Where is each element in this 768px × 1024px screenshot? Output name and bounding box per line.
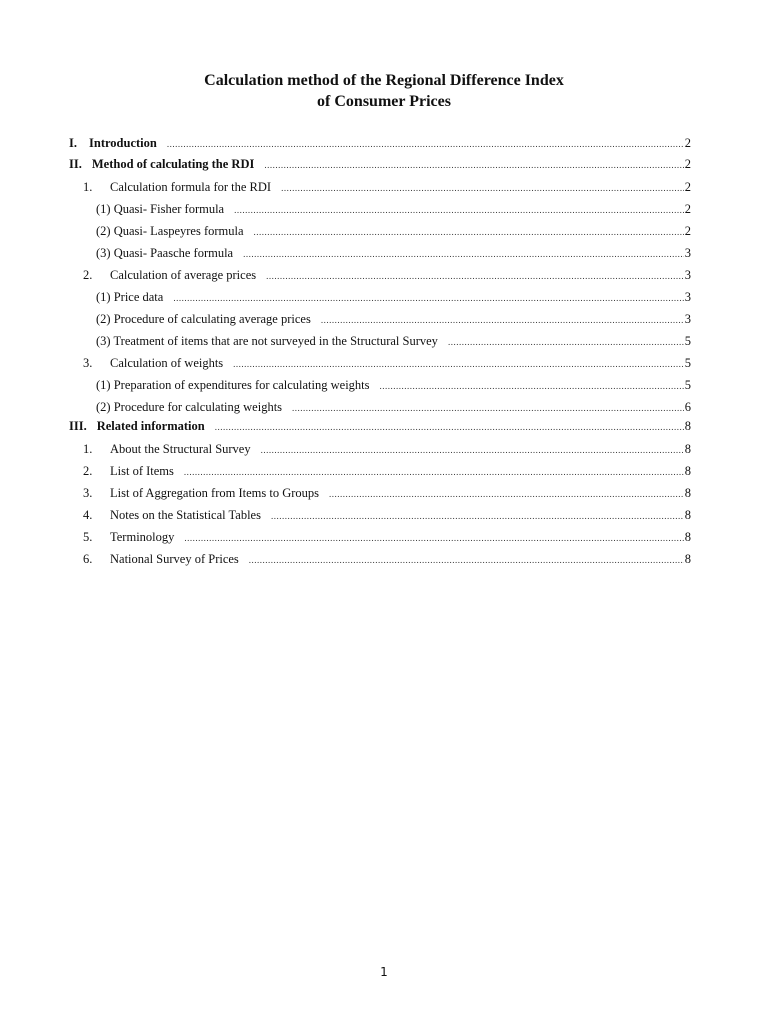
toc-entry-page: 8 bbox=[684, 464, 691, 478]
title-line-2: of Consumer Prices bbox=[317, 93, 451, 110]
toc-entry-page: 8 bbox=[684, 552, 691, 566]
toc-dot-leader bbox=[173, 289, 683, 307]
toc-entry-label: Related information bbox=[96, 419, 205, 433]
toc-entry-page: 5 bbox=[684, 378, 691, 392]
toc-entry-page: 8 bbox=[684, 442, 691, 456]
toc-dot-leader bbox=[184, 529, 683, 547]
toc-entry-number: 1. bbox=[83, 442, 93, 456]
title-line-1: Calculation method of the Regional Difference Index bbox=[204, 72, 564, 89]
toc-dot-leader bbox=[254, 223, 684, 241]
toc-entry-label: (2) Quasi- Laspeyres formula bbox=[96, 224, 244, 238]
toc-entry-page: 5 bbox=[684, 334, 691, 348]
toc-entry-page: 3 bbox=[684, 268, 691, 282]
toc-entry-number: 2. bbox=[83, 464, 93, 478]
toc-dot-leader bbox=[249, 551, 684, 569]
toc-dot-leader bbox=[321, 311, 684, 329]
toc-entry-page: 8 bbox=[684, 508, 691, 522]
toc-dot-leader bbox=[281, 179, 684, 197]
toc-entry-page: 3 bbox=[684, 246, 691, 260]
toc-dot-leader bbox=[184, 463, 684, 481]
toc-entry-terminology[interactable] bbox=[83, 528, 691, 546]
toc-entry-label: Calculation of average prices bbox=[110, 268, 257, 282]
toc-entry-structural-survey[interactable] bbox=[83, 440, 691, 458]
toc-entry-label: Calculation formula for the RDI bbox=[110, 180, 272, 194]
toc-entry-label: Method of calculating the RDI bbox=[91, 157, 255, 171]
toc-dot-leader bbox=[380, 377, 684, 395]
toc-entry-introduction[interactable] bbox=[69, 134, 691, 152]
toc-entry-page: 5 bbox=[684, 356, 691, 370]
toc-entry-list-of-items[interactable] bbox=[83, 462, 691, 480]
toc-entry-label: (3) Treatment of items that are not surveyed in the Structural Survey bbox=[96, 334, 438, 348]
toc-entry-label: Calculation of weights bbox=[110, 356, 224, 370]
toc-entry-preparation-expenditures[interactable] bbox=[96, 376, 691, 394]
toc-entry-page: 3 bbox=[684, 290, 691, 304]
toc-entry-number: 2. bbox=[83, 268, 93, 282]
toc-entry-label: About the Structural Survey bbox=[110, 442, 251, 456]
toc-dot-leader bbox=[448, 333, 684, 351]
toc-entry-number: II. bbox=[69, 157, 82, 171]
toc-entry-page: 2 bbox=[684, 202, 691, 216]
toc-entry-label: Introduction bbox=[89, 136, 157, 150]
toc-dot-leader bbox=[271, 507, 684, 525]
toc-entry-quasi-laspeyres[interactable] bbox=[96, 222, 691, 240]
toc-entry-number: 5. bbox=[83, 530, 93, 544]
toc-entry-number: 3. bbox=[83, 486, 93, 500]
toc-entry-number: 4. bbox=[83, 508, 93, 522]
toc-entry-label: List of Items bbox=[110, 464, 174, 478]
toc-entry-label: (1) Quasi- Fisher formula bbox=[96, 202, 225, 216]
toc-dot-leader bbox=[243, 245, 684, 263]
toc-dot-leader bbox=[266, 267, 684, 285]
toc-dot-leader bbox=[215, 418, 684, 436]
toc-entry-page: 3 bbox=[684, 312, 691, 326]
toc-entry-label: Terminology bbox=[110, 530, 175, 544]
toc-entry-page: 6 bbox=[684, 400, 691, 414]
toc-entry-label: List of Aggregation from Items to Groups bbox=[110, 486, 319, 500]
toc-dot-leader bbox=[261, 441, 684, 459]
toc-entry-page: 2 bbox=[684, 136, 691, 150]
toc-entry-calculation-weights[interactable] bbox=[83, 354, 691, 372]
toc-entry-page: 2 bbox=[684, 180, 691, 194]
toc-entry-number: 6. bbox=[83, 552, 93, 566]
toc-entry-procedure-weights[interactable] bbox=[96, 398, 691, 416]
toc-entry-treatment-items[interactable] bbox=[96, 332, 691, 350]
toc-entry-average-prices[interactable] bbox=[83, 266, 691, 284]
toc-entry-page: 8 bbox=[684, 419, 691, 433]
toc-dot-leader bbox=[233, 355, 684, 373]
toc-dot-leader bbox=[329, 485, 684, 503]
toc-entry-page: 8 bbox=[684, 530, 691, 544]
toc-entry-label: Notes on the Statistical Tables bbox=[110, 508, 261, 522]
toc-dot-leader bbox=[292, 399, 684, 417]
toc-entry-price-data[interactable] bbox=[96, 288, 691, 306]
toc-entry-procedure-average-prices[interactable] bbox=[96, 310, 691, 328]
toc-dot-leader bbox=[167, 135, 684, 153]
toc-entry-number: 1. bbox=[83, 180, 93, 194]
toc-entry-page: 8 bbox=[684, 486, 691, 500]
toc-entry-label: National Survey of Prices bbox=[110, 552, 239, 566]
toc-entry-list-of-aggregation[interactable] bbox=[83, 484, 691, 502]
toc-dot-leader bbox=[264, 156, 683, 174]
toc-entry-label: (1) Price data bbox=[96, 290, 164, 304]
toc-entry-notes-statistical-tables[interactable] bbox=[83, 506, 691, 524]
toc-entry-method[interactable] bbox=[69, 155, 691, 173]
toc-entry-label: (2) Procedure for calculating weights bbox=[96, 400, 283, 414]
toc-entry-label: (2) Procedure of calculating average prices bbox=[96, 312, 311, 326]
toc-entry-calculation-formula[interactable] bbox=[83, 178, 691, 196]
toc-entry-number: III. bbox=[69, 419, 87, 433]
toc-entry-label: (3) Quasi- Paasche formula bbox=[96, 246, 234, 260]
toc-entry-related-information[interactable] bbox=[69, 417, 691, 435]
page-number: 1 bbox=[380, 965, 388, 979]
toc-entry-page: 2 bbox=[684, 157, 691, 171]
toc-entry-number: 3. bbox=[83, 356, 93, 370]
toc-entry-national-survey-prices[interactable] bbox=[83, 550, 691, 568]
toc-entry-quasi-fisher[interactable] bbox=[96, 200, 691, 218]
toc-entry-quasi-paasche[interactable] bbox=[96, 244, 691, 262]
toc-entry-number: I. bbox=[69, 136, 77, 150]
toc-entry-page: 2 bbox=[684, 224, 691, 238]
toc-dot-leader bbox=[234, 201, 684, 219]
toc-entry-label: (1) Preparation of expenditures for calculating weights bbox=[96, 378, 370, 392]
